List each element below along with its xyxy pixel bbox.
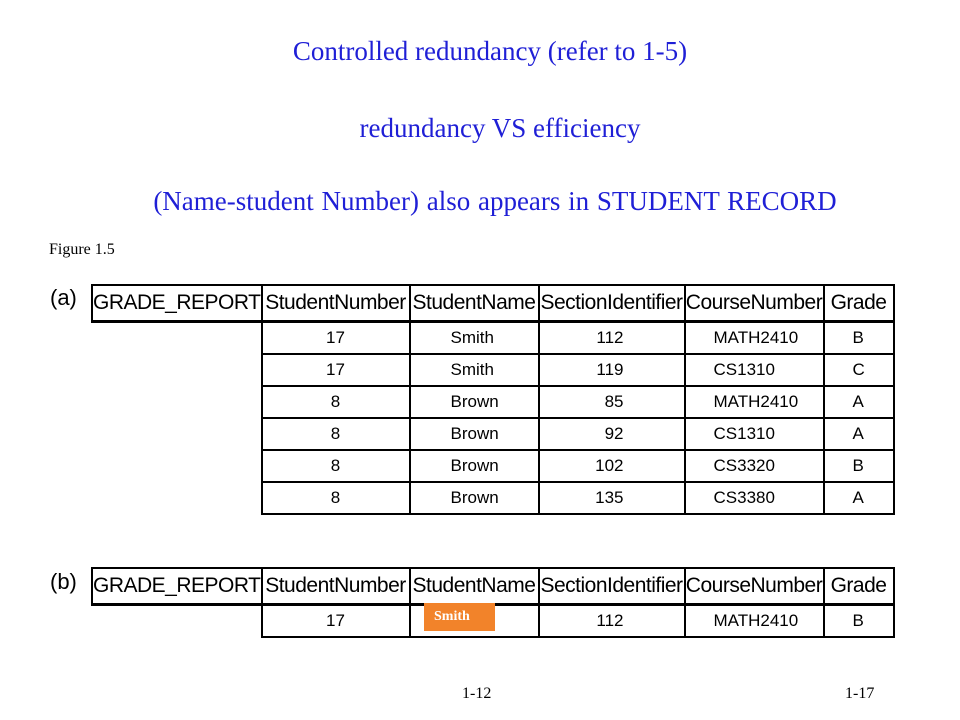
grade-report-table-a bbox=[91, 284, 895, 515]
section-identifier-cell: 85 bbox=[539, 386, 685, 418]
highlighted-student-name: Smith bbox=[424, 603, 495, 631]
column-header: CourseNumber bbox=[685, 568, 824, 605]
student-number-cell: 17 bbox=[262, 354, 410, 386]
course-number-cell: CS3380 bbox=[685, 482, 824, 514]
section-identifier-cell: 112 bbox=[539, 322, 685, 355]
grade-cell: A bbox=[824, 386, 894, 418]
column-header: Grade bbox=[824, 285, 894, 322]
student-number-cell: 8 bbox=[262, 450, 410, 482]
student-number-cell: 8 bbox=[262, 482, 410, 514]
column-header: SectionIdentifier bbox=[539, 285, 685, 322]
slide-note: (Name-student Number) also appears in STUDENT RECORD bbox=[153, 186, 837, 216]
column-header: StudentNumber bbox=[262, 285, 410, 322]
course-number-cell: CS1310 bbox=[685, 418, 824, 450]
student-name-cell: Brown bbox=[410, 418, 539, 450]
table-b-header-row bbox=[92, 568, 894, 605]
student-name-cell: Smith bbox=[410, 322, 539, 355]
section-identifier-cell: 102 bbox=[539, 450, 685, 482]
section-identifier-cell: 112 bbox=[539, 605, 685, 638]
grade-cell: B bbox=[824, 605, 894, 638]
student-name-cell: Brown bbox=[410, 450, 539, 482]
column-header: StudentName bbox=[410, 285, 539, 322]
course-number-cell: MATH2410 bbox=[685, 386, 824, 418]
student-name-cell: Smith bbox=[410, 354, 539, 386]
part-b-label: (b) bbox=[50, 569, 77, 594]
student-number-cell: 17 bbox=[262, 605, 410, 638]
student-name-cell: Brown bbox=[410, 482, 539, 514]
student-name-cell: Brown bbox=[410, 386, 539, 418]
column-header: Grade bbox=[824, 568, 894, 605]
table-row bbox=[92, 450, 894, 482]
course-number-cell: MATH2410 bbox=[685, 322, 824, 355]
part-a-label: (a) bbox=[50, 285, 77, 310]
grade-cell: B bbox=[824, 450, 894, 482]
page-number-left: 1-12 bbox=[462, 685, 492, 702]
table-row bbox=[92, 322, 894, 355]
student-number-cell: 8 bbox=[262, 386, 410, 418]
column-header: CourseNumber bbox=[685, 285, 824, 322]
table-a-header-row bbox=[92, 285, 894, 322]
table-row bbox=[92, 482, 894, 514]
course-number-cell: MATH2410 bbox=[685, 605, 824, 638]
column-header: GRADE_REPORT bbox=[92, 568, 262, 605]
grade-cell: C bbox=[824, 354, 894, 386]
section-identifier-cell: 92 bbox=[539, 418, 685, 450]
grade-cell: B bbox=[824, 322, 894, 355]
slide-title: Controlled redundancy (refer to 1-5) bbox=[292, 36, 688, 66]
column-header: StudentNumber bbox=[262, 568, 410, 605]
column-header: SectionIdentifier bbox=[539, 568, 685, 605]
figure-label: Figure 1.5 bbox=[49, 241, 115, 258]
student-number-cell: 8 bbox=[262, 418, 410, 450]
table-row bbox=[92, 386, 894, 418]
column-header: StudentName bbox=[410, 568, 539, 605]
course-number-cell: CS1310 bbox=[685, 354, 824, 386]
column-header: GRADE_REPORT bbox=[92, 285, 262, 322]
page-number-right: 1-17 bbox=[845, 685, 875, 702]
student-number-cell: 17 bbox=[262, 322, 410, 355]
course-number-cell: CS3320 bbox=[685, 450, 824, 482]
section-identifier-cell: 119 bbox=[539, 354, 685, 386]
grade-cell: A bbox=[824, 418, 894, 450]
table-row bbox=[92, 354, 894, 386]
grade-cell: A bbox=[824, 482, 894, 514]
slide-subtitle: redundancy VS efficiency bbox=[359, 113, 641, 143]
section-identifier-cell: 135 bbox=[539, 482, 685, 514]
table-row bbox=[92, 418, 894, 450]
